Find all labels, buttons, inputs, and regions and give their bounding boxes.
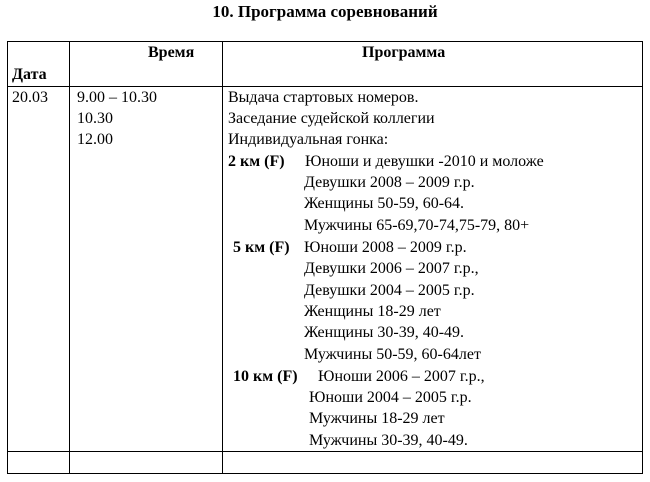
column-divider-date-time xyxy=(69,41,70,474)
table-border-right xyxy=(642,41,643,474)
column-divider-time-program xyxy=(222,41,223,474)
time-entry: 9.00 – 10.30 xyxy=(77,89,157,106)
table-border-left xyxy=(7,41,8,474)
age-group: Девушки 2008 – 2009 г.р. xyxy=(304,174,475,191)
distance-label: 2 км (F) xyxy=(228,153,285,170)
age-group: Юноши 2004 – 2005 г.р. xyxy=(309,389,472,406)
page-title: 10. Программа соревнований xyxy=(212,2,438,21)
header-program: Программа xyxy=(362,44,446,61)
age-group: Юноши 2006 – 2007 г.р., xyxy=(318,368,485,385)
table-border-top xyxy=(7,41,643,42)
program-item: Выдача стартовых номеров. xyxy=(228,89,419,106)
age-group: Женщины 50-59, 60-64. xyxy=(304,195,465,212)
age-group: Юноши 2008 – 2009 г.р. xyxy=(304,239,467,256)
age-group: Девушки 2004 – 2005 г.р. xyxy=(304,282,475,299)
age-group: Мужчины 18-29 лет xyxy=(309,410,445,427)
distance-label: 5 км (F) xyxy=(233,239,290,256)
program-item: Заседание судейской коллегии xyxy=(228,110,435,127)
header-date: Дата xyxy=(12,66,47,83)
age-group: Мужчины 50-59, 60-64лет xyxy=(304,346,481,363)
distance-label: 10 км (F) xyxy=(233,368,298,385)
header-time: Время xyxy=(148,44,195,61)
age-group: Мужчины 30-39, 40-49. xyxy=(309,432,468,449)
header-separator xyxy=(7,86,643,87)
time-entry: 12.00 xyxy=(77,131,113,148)
row-separator xyxy=(7,451,643,452)
age-group: Женщины 18-29 лет xyxy=(304,303,441,320)
age-group: Девушки 2006 – 2007 г.р., xyxy=(304,260,479,277)
time-entry: 10.30 xyxy=(77,110,113,127)
age-group: Мужчины 65-69,70-74,75-79, 80+ xyxy=(304,217,530,234)
age-group: Юноши и девушки -2010 и моложе xyxy=(305,153,544,170)
age-group: Женщины 30-39, 40-49. xyxy=(304,324,465,341)
table-border-bottom xyxy=(7,473,643,474)
date-cell: 20.03 xyxy=(12,89,48,106)
program-item: Индивидуальная гонка: xyxy=(228,131,389,148)
